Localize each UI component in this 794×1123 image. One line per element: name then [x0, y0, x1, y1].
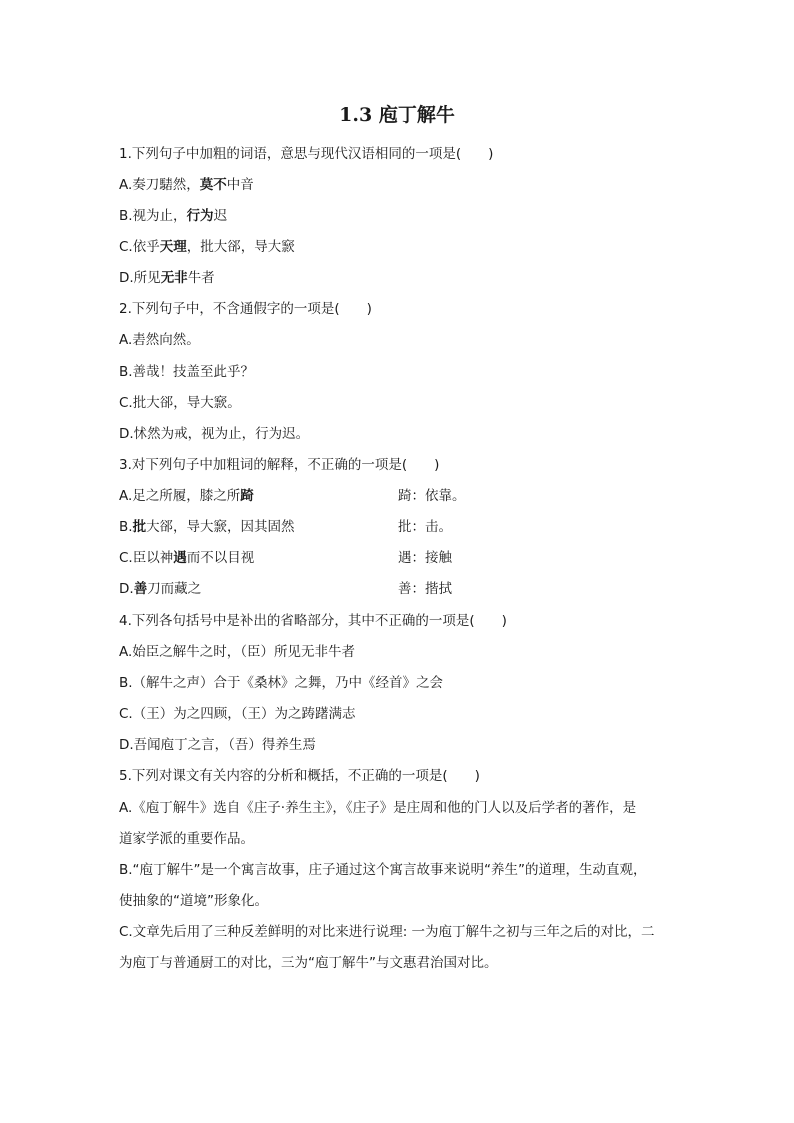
question-1-option-c: C.依乎天理，批大郤，导大窾: [119, 239, 295, 255]
page-title: 1.3 庖丁解牛: [339, 104, 455, 126]
question-5-stem: 5.下列对课文有关内容的分析和概括，不正确的一项是( ): [119, 768, 480, 784]
question-3-option-a: A.足之所履，膝之所踦: [119, 488, 254, 504]
question-5-option-b-line-2: 使抽象的“道境”形象化。: [119, 893, 268, 909]
question-1-option-d: D.所见无非牛者: [119, 270, 215, 286]
question-3-option-b-gloss: 批：击。: [398, 519, 452, 535]
question-3-option-d-gloss: 善：揩拭: [398, 581, 452, 597]
question-4-option-c: C.（王）为之四顾，（王）为之踌躇满志: [119, 706, 356, 722]
question-1-option-a: A.奏刀騞然，莫不中音: [119, 177, 254, 193]
question-5-option-c-line-2: 为庖丁与普通厨工的对比，三为“庖丁解牛”与文惠君治国对比。: [119, 955, 498, 971]
question-1-option-b: B.视为止，行为迟: [119, 208, 228, 224]
question-5-option-b-line-1: B.“庖丁解牛”是一个寓言故事，庄子通过这个寓言故事来说明“养生”的道理，生动直观，: [119, 862, 647, 878]
question-4-option-d: D.吾闻庖丁之言，（吾）得养生焉: [119, 737, 316, 753]
question-2-stem: 2.下列句子中，不含通假字的一项是( ): [119, 301, 372, 317]
question-3-option-a-gloss: 踦：依靠。: [398, 488, 466, 504]
question-1-stem: 1.下列句子中加粗的词语，意思与现代汉语相同的一项是( ): [119, 146, 494, 162]
question-4-option-a: A.始臣之解牛之时，（臣）所见无非牛者: [119, 644, 356, 660]
question-3-option-c-gloss: 遇：接触: [398, 550, 452, 566]
question-2-option-c: C.批大郤，导大窾。: [119, 395, 241, 411]
question-5-option-a-line-1: A.《庖丁解牛》选自《庄子·养生主》，《庄子》是庄周和他的门人以及后学者的著作，是: [119, 800, 637, 816]
question-5-option-c-line-1: C.文章先后用了三种反差鲜明的对比来进行说理: 一为庖丁解牛之初与三年之后的对比，二: [119, 924, 655, 940]
question-3-option-c: C.臣以神遇而不以目视: [119, 550, 255, 566]
question-4-option-b: B.（解牛之声）合于《桑林》之舞，乃中《经首》之会: [119, 675, 444, 691]
question-2-option-b: B.善哉！技盖至此乎？: [119, 364, 255, 380]
question-2-option-d: D.怵然为戒，视为止，行为迟。: [119, 426, 310, 442]
question-3-stem: 3.对下列句子中加粗词的解释，不正确的一项是( ): [119, 457, 440, 473]
question-4-stem: 4.下列各句括号中是补出的省略部分，其中不正确的一项是( ): [119, 613, 507, 629]
question-3-option-d: D.善刀而藏之: [119, 581, 202, 597]
question-2-option-a: A.砉然向然。: [119, 332, 200, 348]
question-5-option-a-line-2: 道家学派的重要作品。: [119, 831, 254, 847]
question-3-option-b: B.批大郤，导大窾，因其固然: [119, 519, 295, 535]
